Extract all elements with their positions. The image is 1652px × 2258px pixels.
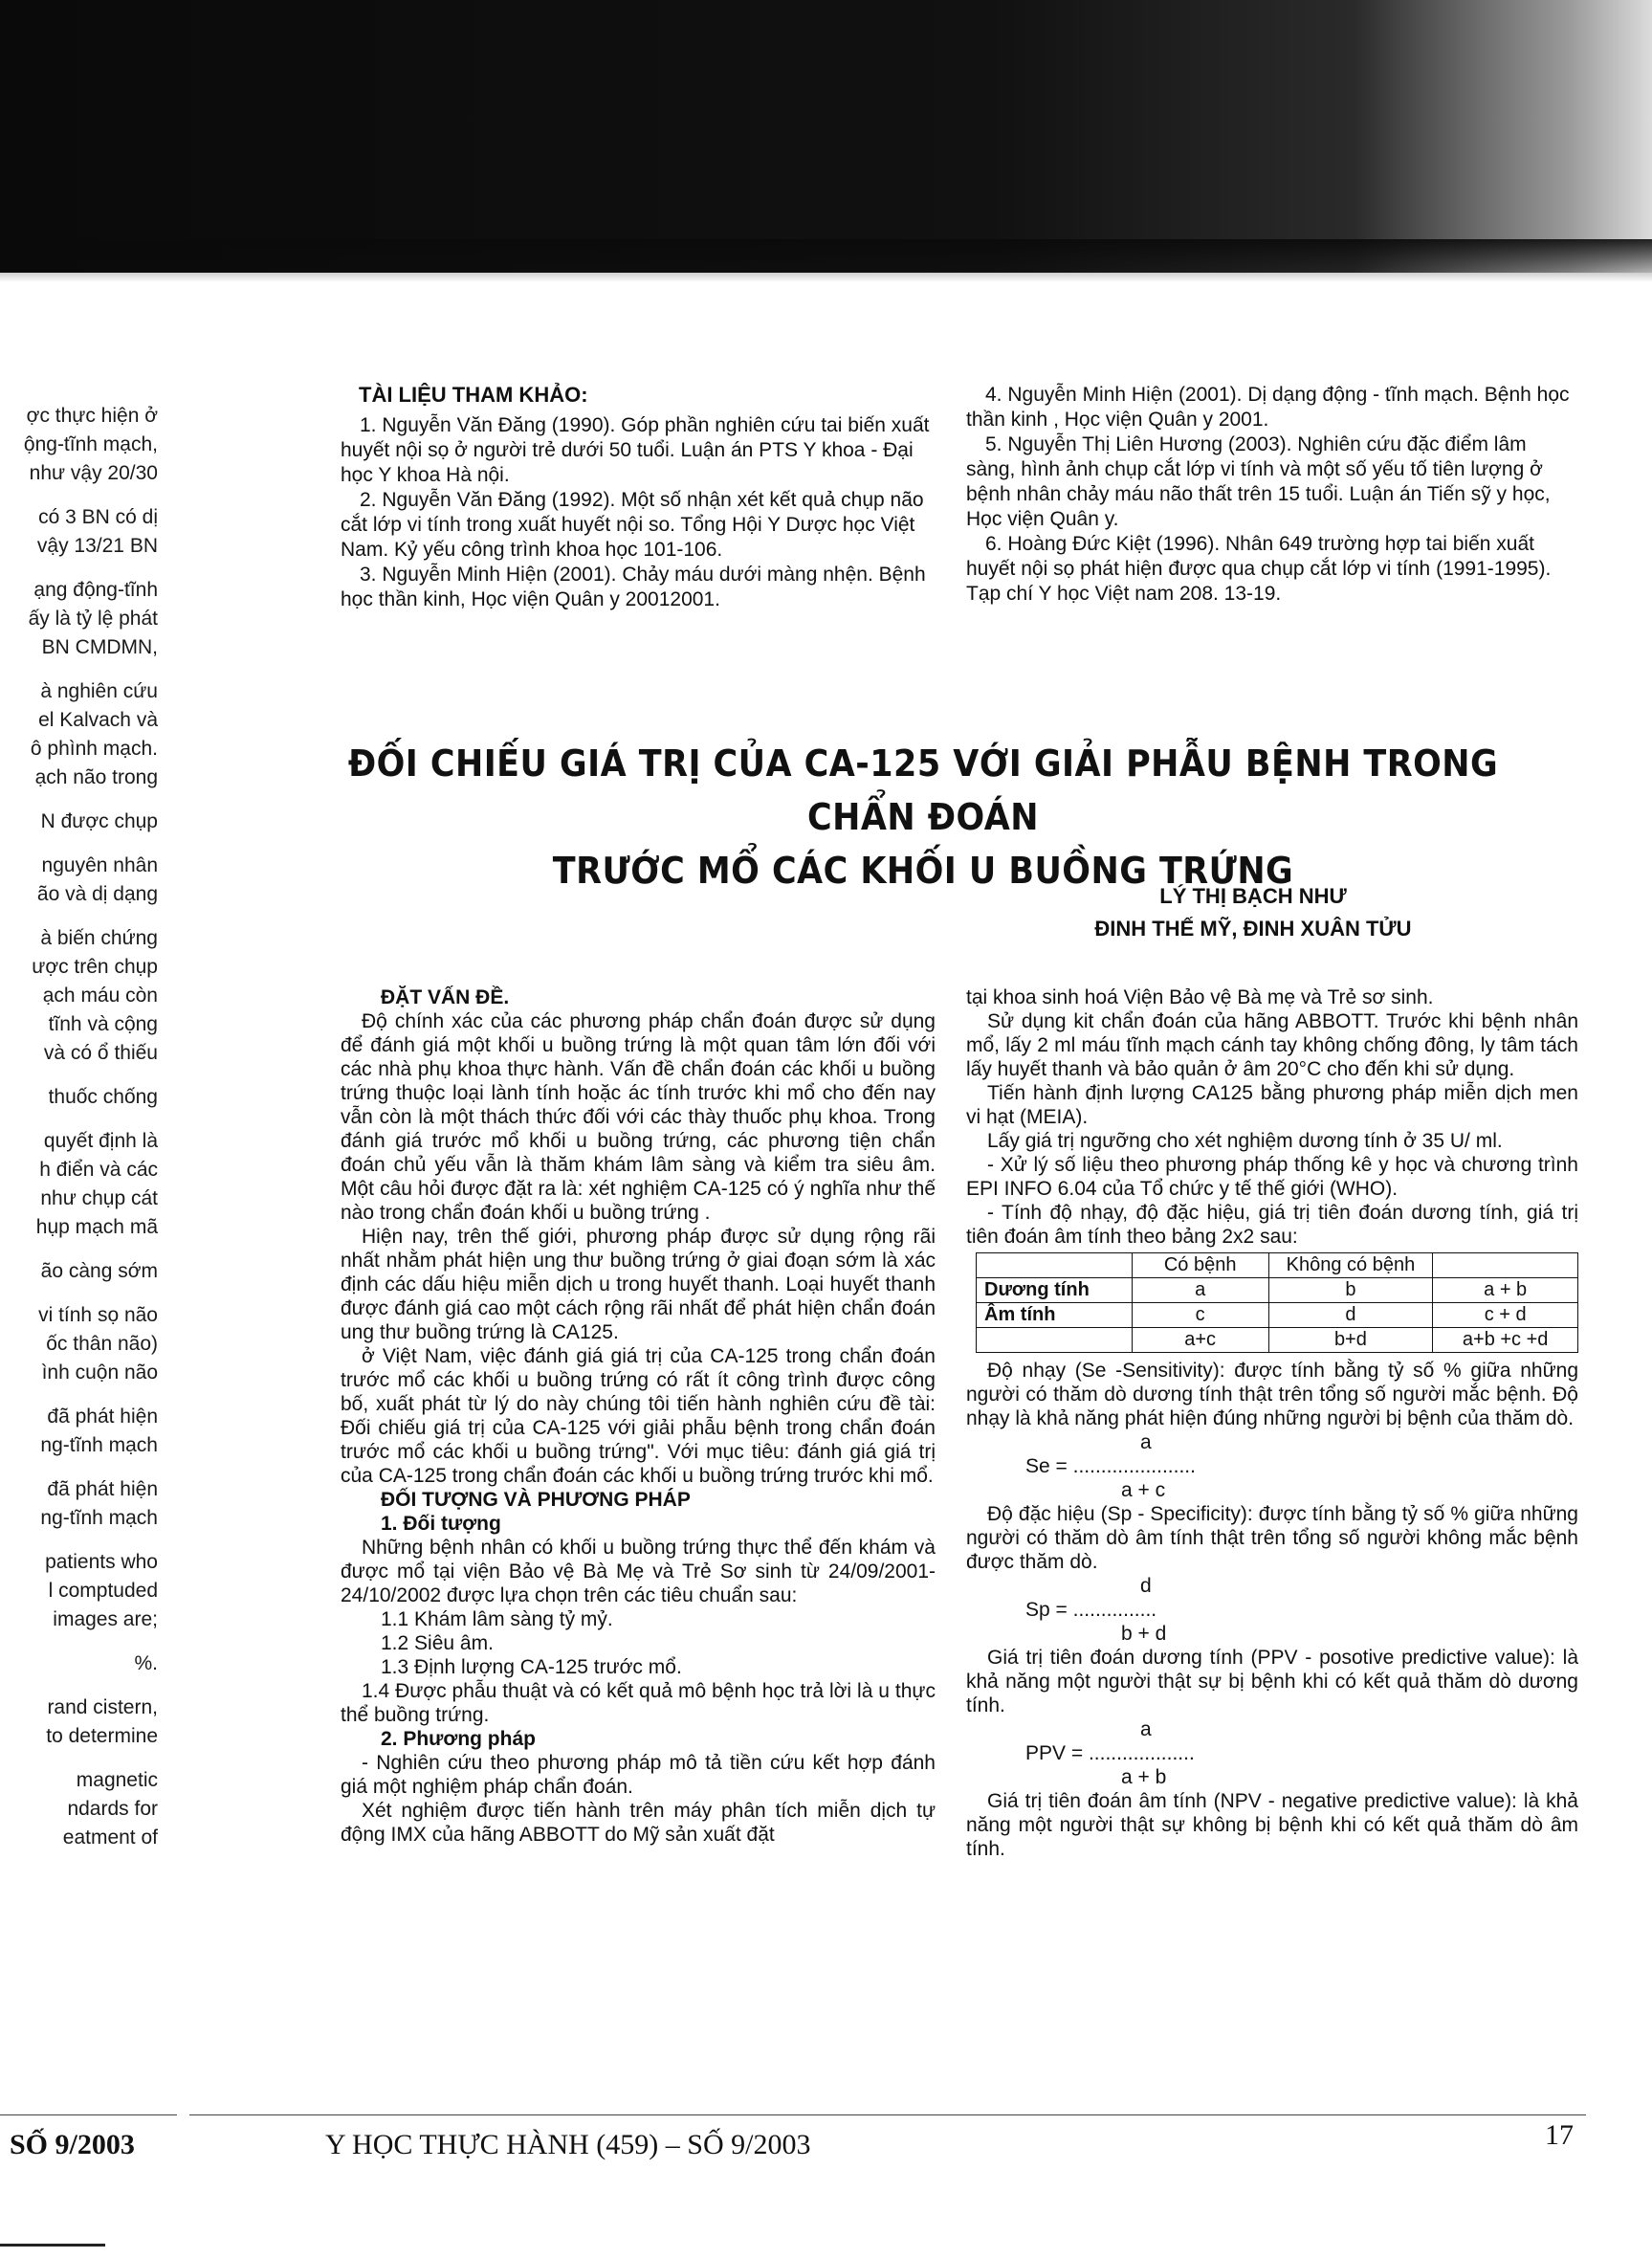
left-fragment-line: à biến chứng [40, 927, 158, 949]
criteria-item: 1.1 Khám lâm sàng tỷ mỷ. [381, 1608, 613, 1630]
paragraph: Giá trị tiên đoán dương tính (PPV - posotive predictive value): là khả năng một người thật sự bị bệnh khi có kết quả thăm dò dương tính. [966, 1647, 1578, 1716]
paragraph: Độ đặc hiệu (Sp - Specificity): được tính bằng tỷ số % giữa những người có thăm dò âm tính thật trên tổng số người không mắc bệnh được thăm dò. [966, 1503, 1578, 1573]
left-fragment-line: BN CMDMN, [41, 636, 158, 658]
table-row [977, 1278, 1578, 1303]
table-cell: c + d [1433, 1303, 1578, 1328]
article-title-line-2: TRƯỚC MỔ CÁC KHỐI U BUỒNG TRỨNG [552, 850, 1294, 892]
author-secondary: ĐINH THẾ MỸ, ĐINH XUÂN TỬU [1094, 917, 1412, 941]
left-fragment-line: và có ổ thiếu [43, 1042, 158, 1064]
table-cell [1433, 1253, 1578, 1278]
formula-equation: Sp = ............... [1025, 1599, 1157, 1621]
formula-denominator: b + d [1121, 1623, 1167, 1645]
left-fragment-line: vậy 13/21 BN [36, 535, 158, 557]
left-fragment-line: quyết định là [43, 1130, 158, 1152]
left-fragment-line: ng-tĩnh mạch [40, 1434, 158, 1456]
table-cell: Không có bệnh [1268, 1253, 1433, 1278]
reference-item: 3. Nguyễn Minh Hiện (2001). Chảy máu dưới màng nhện. Bệnh học thần kinh, Học viện Quân y 20012001. [341, 564, 926, 610]
table-cell: c [1132, 1303, 1268, 1328]
reference-item: 6. Hoàng Đức Kiệt (1996). Nhân 649 trường hợp tai biến xuất huyết nội sọ phát hiện được qua chụp cắt lớp vi tính (1991-1995). Tạp chí Y học Việt nam 208. 13-19. [966, 533, 1552, 605]
left-fragment-line: ược trên chụp [32, 956, 158, 978]
paragraph: Tiến hành định lượng CA125 bằng phương pháp miễn dịch men vi hạt (MEIA). [966, 1082, 1578, 1128]
left-fragment-line: N được chụp [40, 810, 158, 832]
left-fragment-line: ạng động-tĩnh [33, 579, 158, 601]
left-fragment-line: ô phình mạch. [30, 738, 158, 760]
subheading-methods: 2. Phương pháp [381, 1728, 536, 1750]
left-fragment-line: vi tính sọ não [38, 1304, 158, 1326]
criteria-item: 1.3 Định lượng CA-125 trước mổ. [381, 1656, 682, 1678]
contingency-table [976, 1252, 1578, 1353]
previous-page-fragment-column [0, 402, 177, 1852]
paragraph: Độ nhạy (Se -Sensitivity): được tính bằng tỷ số % giữa những người có thăm dò dương tính thật trên tổng số người mắc bệnh. Độ nhạy là khả năng phát hiện đúng những người bị bệnh của thăm dò. [966, 1360, 1578, 1429]
criteria-item: 1.2 Siêu âm. [381, 1632, 494, 1654]
scanned-dark-banner [0, 0, 1652, 273]
article-authors [957, 880, 1550, 945]
left-fragment-line: ạch não trong [34, 766, 158, 788]
references-heading: TÀI LIỆU THAM KHẢO: [359, 383, 588, 407]
left-fragment-line: tĩnh và cộng [48, 1013, 158, 1035]
table-cell [977, 1328, 1133, 1353]
paragraph: - Nghiên cứu theo phương pháp mô tả tiền cứu kết hợp đánh giá một nghiệm pháp chẩn đoán. [341, 1752, 936, 1798]
author-primary: LÝ THỊ BẠCH NHƯ [1159, 884, 1347, 908]
table-cell: Dương tính [977, 1278, 1133, 1303]
formula-equation: Se = ...................... [1025, 1455, 1196, 1477]
left-fragment-line: l comptuded [48, 1580, 158, 1602]
paragraph: Những bệnh nhân có khối u buồng trứng thực thể đến khám và được mổ tại viện Bảo vệ Bà Mẹ và Trẻ Sơ sinh từ 24/09/2001-24/10/2002 được lựa chọn trên các tiêu chuẩn sau: [341, 1537, 936, 1606]
reference-item: 4. Nguyễn Minh Hiện (2001). Dị dạng động - tĩnh mạch. Bệnh học thần kinh , Học viện Quân y 2001. [966, 384, 1570, 431]
formula-numerator: a [1140, 1431, 1152, 1453]
left-fragment-line: h điển và các [39, 1159, 158, 1181]
left-fragment-line: ão và dị dạng [36, 883, 158, 905]
footer-rule [189, 2114, 1586, 2115]
paragraph: Độ chính xác của các phương pháp chẩn đoán được sử dụng để đánh giá một khối u buồng trứng là một quan tâm lớn đối với các nhà phụ khoa thực hành. Vấn đề chẩn đoán các khối u buồng trứng thuộc loại lành tính hoặc ác tính trước khi mổ cho đến nay vẫn còn là một thách thức đối với các thày thuốc phụ khoa. Trong đánh giá trước mổ khối u buồng trứng, các phương tiện chẩn đoán chủ yếu vẫn là thăm khám lâm sàng và kiểm tra siêu âm. Một câu hỏi được đặt ra là: xét nghiệm CA-125 có ý nghĩa như thế nào trong chẩn đoán khối u buồng trứng . [341, 1010, 936, 1224]
table-cell: b [1268, 1278, 1433, 1303]
left-fragment-line: hụp mạch mã [35, 1216, 158, 1238]
article-title [338, 737, 1509, 897]
article-column-2 [966, 985, 1578, 1861]
formula-equation: PPV = ................... [1025, 1742, 1195, 1764]
bottom-rule [0, 2244, 105, 2247]
reference-item: 1. Nguyễn Văn Đăng (1990). Góp phần nghiên cứu tai biến xuất huyết nội sọ ở người trẻ dưới 50 tuổi. Luận án PTS Y khoa - Đại học Y khoa Hà nội. [341, 414, 930, 486]
paragraph: Xét nghiệm được tiến hành trên máy phân tích miễn dịch tự động IMX của hãng ABBOTT do Mỹ sản xuất đặt [341, 1800, 936, 1846]
banner-edge [0, 239, 1652, 282]
table-cell: a+c [1132, 1328, 1268, 1353]
reference-item: 2. Nguyễn Văn Đăng (1992). Một số nhận xét kết quả chụp não cắt lớp vi tính trong xuất huyết nội so. Tổng Hội Y Dược học Việt Nam. Kỷ yếu công trình khoa học 101-106. [341, 489, 924, 561]
criteria-item: 1.4 Được phẫu thuật và có kết quả mô bệnh học trả lời là u thực thể buồng trứng. [341, 1680, 936, 1726]
left-fragment-line: ấy là tỷ lệ phát [28, 608, 158, 630]
table-cell: b+d [1268, 1328, 1433, 1353]
formula-denominator: a + c [1121, 1479, 1166, 1501]
references-column-2 [966, 383, 1578, 607]
table-row [977, 1303, 1578, 1328]
left-fragment-line: ndards for [67, 1798, 158, 1820]
table-cell: a+b +c +d [1433, 1328, 1578, 1353]
article-column-1 [341, 985, 936, 1847]
paragraph: Hiện nay, trên thế giới, phương pháp được sử dụng rộng rãi nhất nhằm phát hiện ung thư buồng trứng ở giai đoạn sớm là xác định các dấu hiệu miễn dịch u trong huyết thanh. Loại huyết thanh được đánh giá cao một cách rộng rãi nhất để phát hiện chẩn đoán ung thư buồng trứng là CA125. [341, 1226, 936, 1343]
footer-rule-left [0, 2114, 177, 2115]
left-fragment-line: đã phát hiện [47, 1406, 158, 1428]
references-column-1 [341, 413, 934, 612]
left-fragment-line: ốc thân não) [46, 1333, 158, 1355]
reference-item: 5. Nguyễn Thị Liên Hương (2003). Nghiên cứu đặc điểm lâm sàng, hình ảnh chụp cắt lớp vi tính và một số yếu tố tiên lượng ở bệnh nhân chảy máu não thất trên 15 tuổi. Luận án Tiến sỹ y học, Học viện Quân y. [966, 433, 1551, 530]
footer-issue-left: SỐ 9/2003 [10, 2129, 135, 2160]
paragraph: Giá trị tiên đoán âm tính (NPV - negative predictive value): là khả năng một người thật sự không bị bệnh khi có kết quả thăm dò âm tính. [966, 1790, 1578, 1860]
table-row [977, 1328, 1578, 1353]
left-fragment-line: ạch máu còn [42, 985, 158, 1007]
left-fragment-line: thuốc chống [48, 1086, 158, 1108]
left-fragment-line: el Kalvach và [38, 709, 158, 731]
paragraph: Sử dụng kit chẩn đoán của hãng ABBOTT. Trước khi bệnh nhân mổ, lấy 2 ml máu tĩnh mạch cánh tay không chống đông, ly tâm tách lấy huyết thanh và bảo quản ở âm 20°C cho đến khi sử dụng. [966, 1010, 1578, 1080]
left-fragment-line: à nghiên cứu [40, 680, 158, 702]
left-fragment-line: đã phát hiện [47, 1478, 158, 1500]
article-title-line-1: ĐỐI CHIẾU GIÁ TRỊ CỦA CA-125 VỚI GIẢI PHẪU BỆNH TRONG CHẨN ĐOÁN [347, 742, 1499, 838]
table-cell: a + b [1433, 1278, 1578, 1303]
left-fragment-line: ộng-tĩnh mạch, [23, 433, 158, 455]
paragraph: - Tính độ nhạy, độ đặc hiệu, giá trị tiên đoán dương tính, giá trị tiên đoán âm tính theo bảng 2x2 sau: [966, 1202, 1578, 1248]
left-fragment-line: ình cuộn não [41, 1361, 158, 1384]
subheading-subjects: 1. Đối tượng [381, 1513, 501, 1535]
formula-numerator: a [1140, 1718, 1152, 1740]
left-fragment-line: magnetic [76, 1769, 158, 1791]
formula-numerator: d [1140, 1575, 1152, 1597]
footer-journal: Y HỌC THỰC HÀNH (459) – SỐ 9/2003 [325, 2129, 811, 2160]
paragraph: tại khoa sinh hoá Viện Bảo vệ Bà mẹ và Trẻ sơ sinh. [966, 986, 1434, 1008]
left-fragment-line: ão càng sớm [40, 1260, 158, 1282]
formula-denominator: a + b [1121, 1766, 1167, 1788]
left-fragment-line: images are; [53, 1608, 158, 1630]
table-cell: a [1132, 1278, 1268, 1303]
table-cell: d [1268, 1303, 1433, 1328]
left-fragment-line: có 3 BN có dị [38, 506, 158, 528]
paragraph: ở Việt Nam, việc đánh giá giá trị của CA-125 trong chẩn đoán trước mổ các khối u buồng trứng có rất ít công trình được công bố, xuất phát từ lý do này chúng tôi tiến hành nghiên cứu đề tài: Đối chiếu giá trị của CA-125 với giải phẫu bệnh trong chẩn đoán trước mổ các khối u buồng trứng". Với mục tiêu: đánh giá giá trị của CA-125 trong chẩn đoán các khối u buồng trứng trước khi mổ. [341, 1345, 936, 1487]
left-fragment-line: rand cistern, [47, 1696, 158, 1718]
left-fragment-line: như chụp cát [40, 1187, 158, 1209]
section-heading-methods: ĐỐI TƯỢNG VÀ PHƯƠNG PHÁP [381, 1489, 691, 1511]
paragraph: - Xử lý số liệu theo phương pháp thống kê y học và chương trình EPI INFO 6.04 của Tổ chức y tế thế giới (WHO). [966, 1154, 1578, 1200]
table-row [977, 1253, 1578, 1278]
left-fragment-line: nguyên nhân [41, 854, 158, 876]
table-cell [977, 1253, 1133, 1278]
left-fragment-line: ợc thực hiện ở [26, 405, 158, 427]
left-fragment-line: patients who [45, 1551, 158, 1573]
left-fragment-line: to determine [46, 1725, 158, 1747]
left-fragment-line: %. [134, 1652, 158, 1674]
left-fragment-line: như vậy 20/30 [29, 462, 158, 484]
left-fragment-line: eatment of [62, 1826, 158, 1848]
page-number: 17 [1545, 2119, 1574, 2151]
table-cell: Có bệnh [1132, 1253, 1268, 1278]
paragraph: Lấy giá trị ngưỡng cho xét nghiệm dương tính ở 35 U/ ml. [987, 1130, 1503, 1152]
table-cell: Âm tính [977, 1303, 1133, 1328]
left-fragment-line: ng-tĩnh mạch [40, 1507, 158, 1529]
section-heading-intro: ĐẶT VẤN ĐỀ. [381, 986, 510, 1008]
